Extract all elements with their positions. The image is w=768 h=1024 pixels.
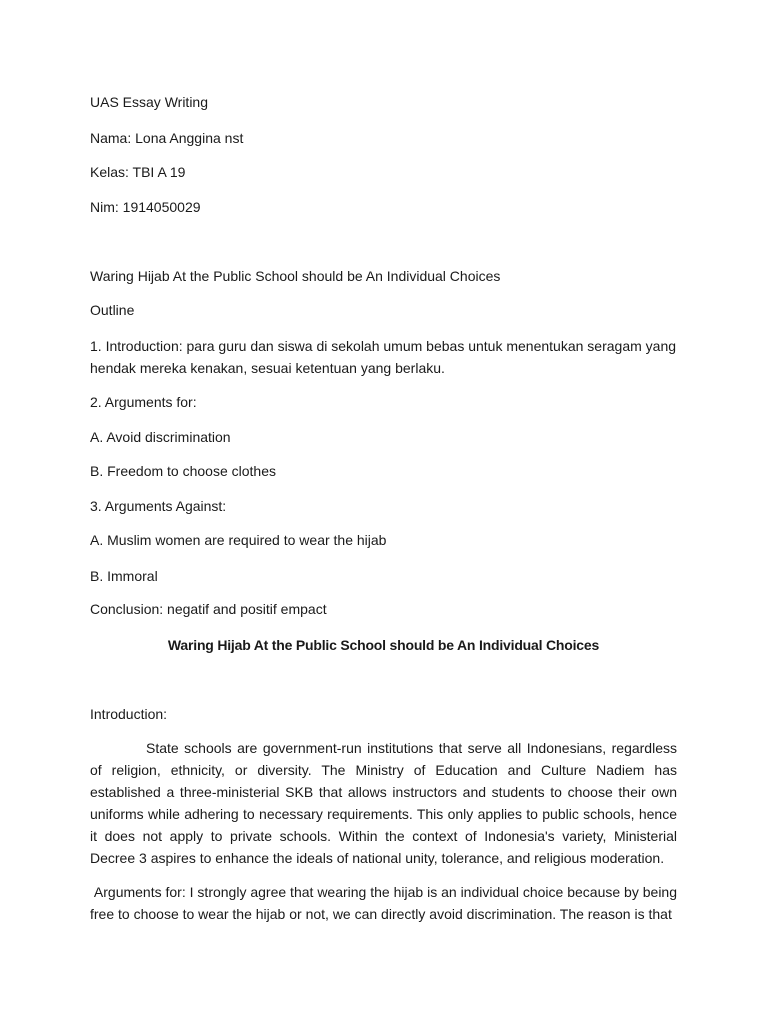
outline-item-3b: B. Immoral <box>90 568 158 584</box>
header-course: UAS Essay Writing <box>90 94 208 110</box>
intro-paragraph: State schools are government-run institutions that serve all Indonesians, regardless of religion, ethnicity, or diversity. The Ministry of Education and Culture Nadiem has established a three-ministerial SKB that allows instructors and students to choose their own uniforms while adhering to necessary requirements. This only applies to public schools, hence it does not apply to private schools. Within the context of Indonesia's variety, Ministerial Decree 3 aspires to enhance the ideals of national unity, tolerance, and religious moderation. <box>90 740 677 866</box>
essay-title: Waring Hijab At the Public School should be An Individual Choices <box>167 637 600 653</box>
outline-item-2: 2. Arguments for: <box>90 394 197 410</box>
header-name: Nama: Lona Anggina nst <box>90 130 244 146</box>
outline-heading: Outline <box>90 302 135 318</box>
outline-conclusion: Conclusion: negatif and positif empact <box>90 601 327 617</box>
outline-item-2b: B. Freedom to choose clothes <box>90 463 276 479</box>
outline-item-3a: A. Muslim women are required to wear the hijab <box>90 532 387 548</box>
outline-item-1-cont: hendak mereka kenakan, sesuai ketentuan yang berlaku. <box>90 360 445 376</box>
header-nim: Nim: 1914050029 <box>90 199 201 215</box>
header-class: Kelas: TBI A 19 <box>90 164 186 180</box>
outline-item-3: 3. Arguments Against: <box>90 498 227 514</box>
outline-item-2a: A. Avoid discrimination <box>90 429 231 445</box>
arguments-paragraph: Arguments for: I strongly agree that wearing the hijab is an individual choice because by being free to choose to wear the hijab or not, we can directly avoid discrimination. The reason is that <box>90 884 681 922</box>
intro-heading: Introduction: <box>90 706 168 722</box>
outline-title: Waring Hijab At the Public School should be An Individual Choices <box>90 268 501 284</box>
outline-item-1: 1. Introduction: para guru dan siswa di sekolah umum bebas untuk menentukan seragam yang <box>90 338 677 354</box>
